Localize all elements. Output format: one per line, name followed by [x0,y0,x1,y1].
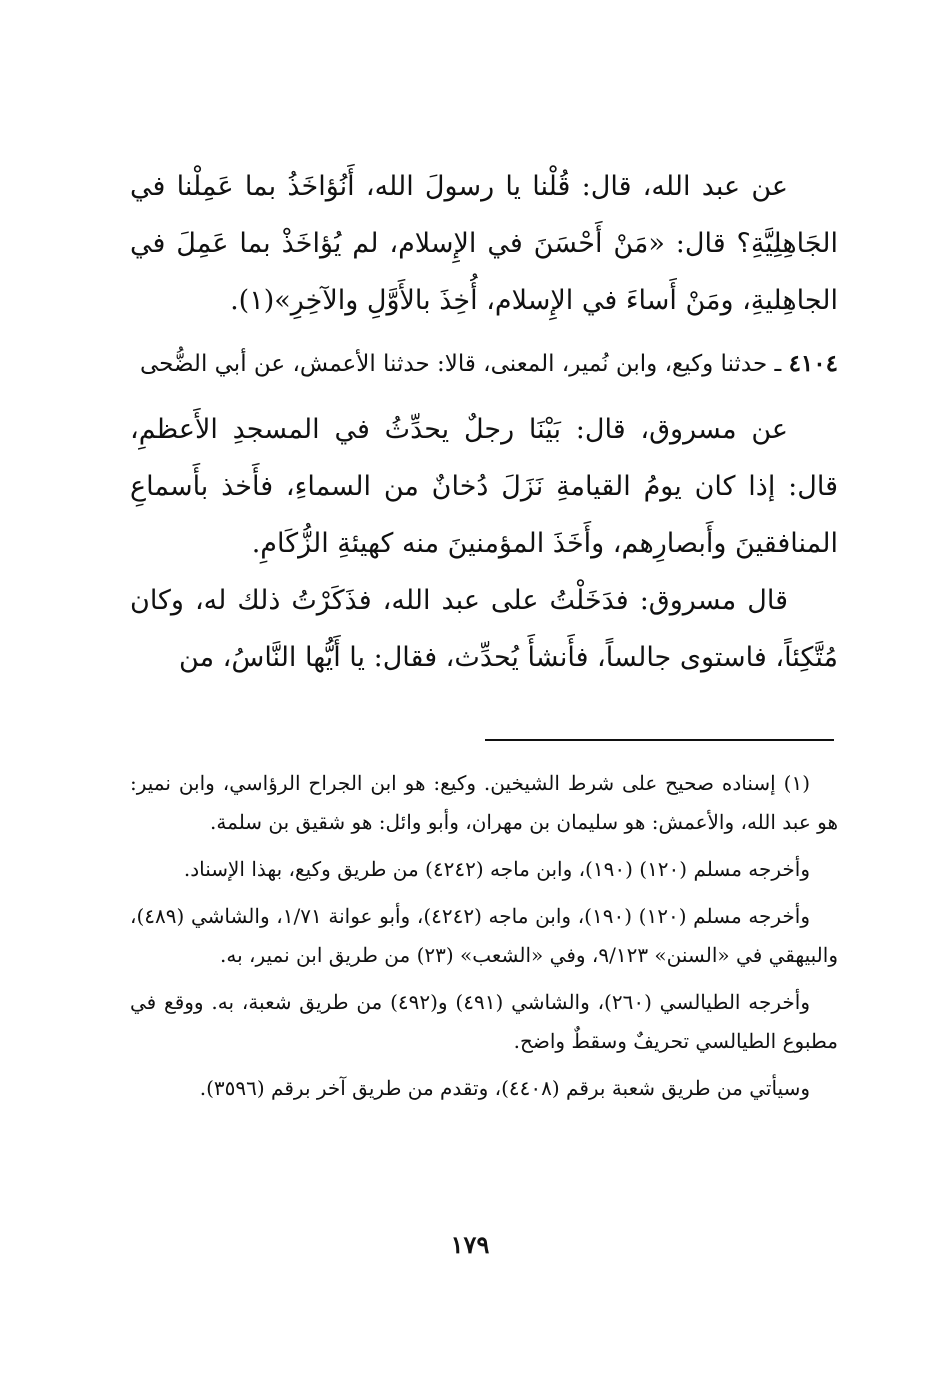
footnote: وأخرجه الطيالسي (٢٦٠)، والشاشي (٤٩١) و(٤٩٢) من طريق شعبة، به. ووقع في مطبوع الطيالسي تحريفٌ وسقطٌ واضح. [130,990,838,1053]
footnote: (١) إسناده صحيح على شرط الشيخين. وكيع: هو ابن الجراح الرؤاسي، وابن نمير: هو عبد الله، والأعمش: هو سليمان بن مهران، وأبو وائل: هو شقيق بن سلمة. [130,771,838,834]
footnotes [130,764,838,1116]
body-paragraph: قال مسروق: فدَخَلْتُ على عبد الله، فذَكَرْتُ ذلك له، وكان مُتَّكِئاً، فاستوى جالساً، فأَنشأَ يُحدِّث، فقال: يا أَيُّها النَّاسُ، من [130,585,838,673]
hadith-chain: ـ حدثنا وكيع، وابن نُمير، المعنى، قالا: حدثنا الأعمش، عن أبي الضُّحى [139,351,782,377]
footnote: وأخرجه مسلم (١٢٠) (١٩٠)، وابن ماجه (٤٢٤٢) من طريق وكيع، بهذا الإسناد. [183,857,810,881]
hadith-heading [130,343,838,385]
footnote: وسيأتي من طريق شعبة برقم (٤٤٠٨)، وتقدم من طريق آخر برقم (٣٥٩٦). [199,1076,810,1100]
hadith-number: ٤١٠٤ [788,350,838,377]
body-paragraph: عن مسروق، قال: بَيْنَا رجلٌ يحدِّثُ في المسجدِ الأَعظمِ، قال: إذا كان يومُ القيامةِ نَزَلَ دُخانٌ من السماءِ، فأَخذ بأَسماعِ المنافقينَ وأَبصارِهم، وأَخَذَ المؤمنينَ منه كهيئةِ الزُّكَامِ. [130,414,838,559]
body-paragraph: عن عبد الله، قال: قُلْنا يا رسولَ الله، أَنُؤاخَذُ بما عَمِلْنا في الجَاهِلِيَّةِ؟ قال: «مَنْ أَحْسَنَ في الإِسلام، لم يُؤاخَذْ بما عَمِلَ في الجاهِليةِ، ومَنْ أَساءَ في الإِسلام، أُخِذَ بالأَوَّلِ والآخِرِ»(١). [130,171,838,316]
main-text [130,158,838,686]
footnote-divider [485,739,834,741]
footnote: وأخرجه مسلم (١٢٠) (١٩٠)، وابن ماجه (٤٢٤٢)، وأبو عوانة ١/٧١، والشاشي (٤٨٩)، والبيهقي في «السنن» ٩/١٢٣، وفي «الشعب» (٢٣) من طريق ابن نمير، به. [130,904,838,967]
page-number: ١٧٩ [450,1230,490,1259]
